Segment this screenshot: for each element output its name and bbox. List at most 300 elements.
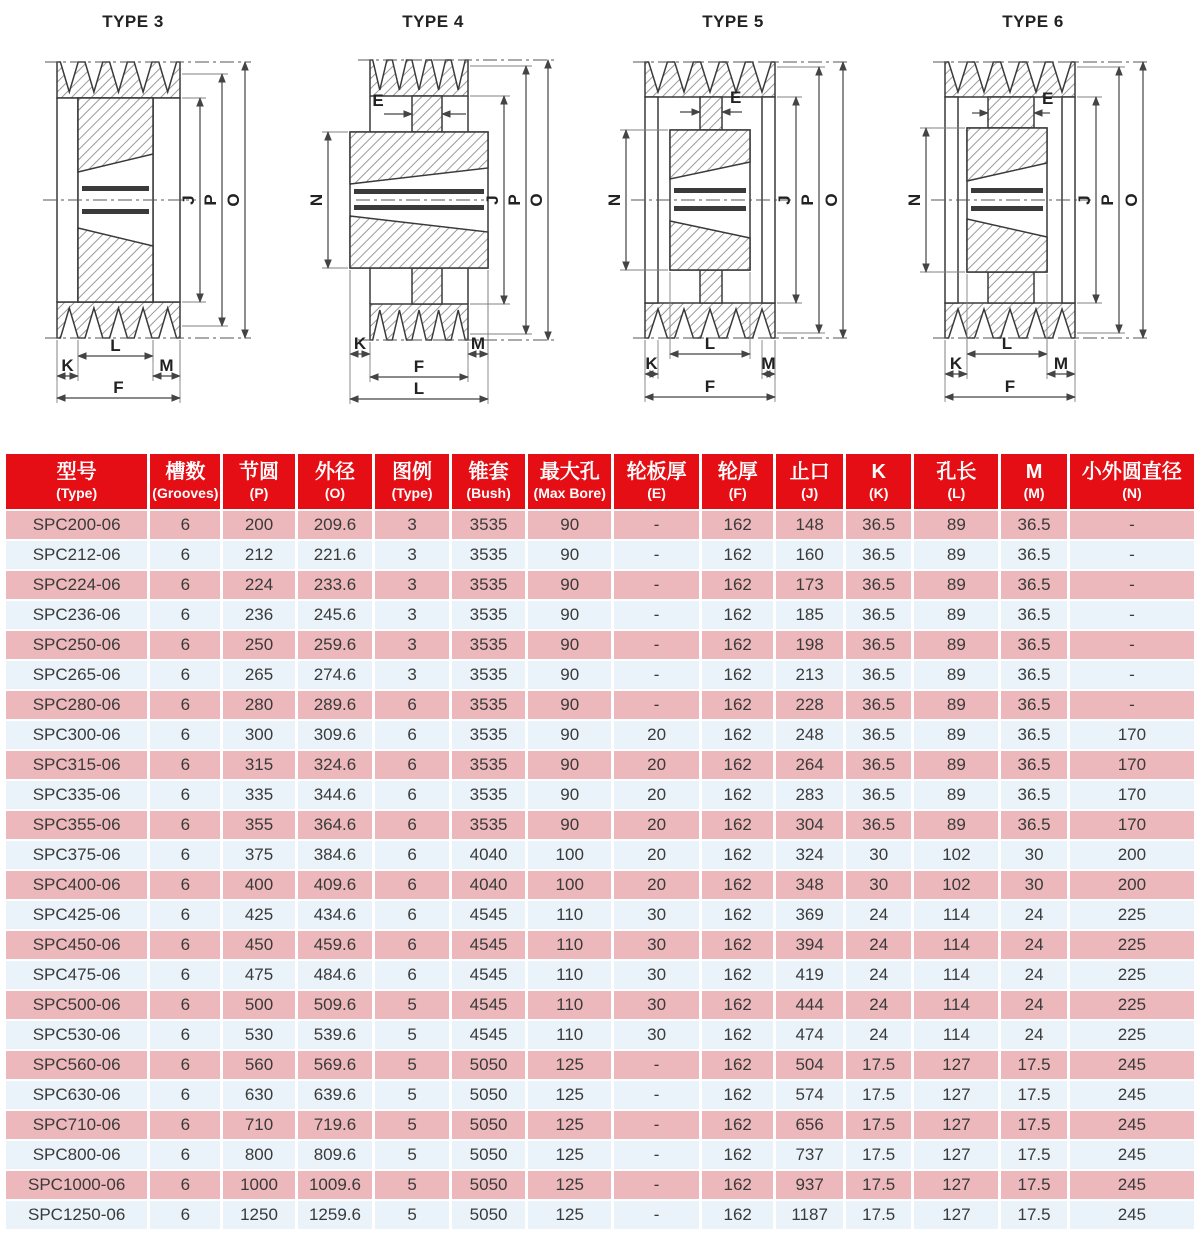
table-cell: 265	[223, 661, 294, 689]
dim-label-k: K	[61, 356, 74, 375]
table-cell: 36.5	[1001, 781, 1066, 809]
table-cell: -	[1070, 571, 1194, 599]
table-cell: 24	[1001, 1021, 1066, 1049]
column-header-cn: 最大孔	[539, 461, 600, 483]
table-cell: 89	[914, 721, 998, 749]
table-cell: 225	[1070, 931, 1194, 959]
table-cell: 90	[528, 691, 611, 719]
table-cell: 89	[914, 661, 998, 689]
column-header-en: (O)	[324, 485, 346, 501]
column-header-cn: 止口	[789, 461, 830, 483]
table-cell: 6	[375, 751, 449, 779]
table-cell: -	[614, 1111, 699, 1139]
table-cell: 36.5	[846, 721, 911, 749]
table-cell: SPC280-06	[6, 691, 147, 719]
table-cell: -	[614, 1201, 699, 1229]
table-cell: 162	[702, 901, 773, 929]
spec-table	[3, 452, 1197, 1231]
dim-label-j: J	[1075, 195, 1094, 205]
table-cell: SPC475-06	[6, 961, 147, 989]
table-cell: 185	[776, 601, 843, 629]
table-cell: 250	[223, 631, 294, 659]
column-header-en: (F)	[728, 485, 747, 501]
table-cell: 24	[846, 1021, 911, 1049]
table-cell: 5	[375, 1111, 449, 1139]
table-cell: 90	[528, 751, 611, 779]
table-cell: -	[614, 511, 699, 539]
table-cell: 17.5	[846, 1201, 911, 1229]
table-cell: 162	[702, 1171, 773, 1199]
table-row	[6, 811, 1194, 839]
table-cell: SPC1250-06	[6, 1201, 147, 1229]
table-cell: 304	[776, 811, 843, 839]
table-cell: 221.6	[298, 541, 373, 569]
table-cell: SPC1000-06	[6, 1171, 147, 1199]
table-cell: 6	[150, 841, 220, 869]
table-cell: 6	[150, 1171, 220, 1199]
table-cell: 170	[1070, 721, 1194, 749]
dim-label-p: P	[201, 194, 220, 206]
table-cell: -	[1070, 601, 1194, 629]
table-cell: 3535	[452, 601, 526, 629]
table-cell: 89	[914, 601, 998, 629]
pulley-cross-section	[600, 0, 900, 446]
column-header-cn: 锥套	[468, 461, 509, 483]
dim-label-m: M	[159, 356, 174, 375]
table-cell: 89	[914, 631, 998, 659]
table-cell: 375	[223, 841, 294, 869]
table-cell: 20	[614, 781, 699, 809]
table-cell: 162	[702, 991, 773, 1019]
dim-label-m: M	[761, 354, 776, 373]
table-cell: 574	[776, 1081, 843, 1109]
table-cell: 639.6	[298, 1081, 373, 1109]
column-header-en: (L)	[947, 485, 966, 501]
table-cell: 6	[150, 1021, 220, 1049]
table-cell: 225	[1070, 1021, 1194, 1049]
table-cell: 162	[702, 1111, 773, 1139]
table-cell: 6	[150, 961, 220, 989]
table-cell: 30	[614, 991, 699, 1019]
table-cell: 6	[375, 961, 449, 989]
table-cell: SPC530-06	[6, 1021, 147, 1049]
table-cell: 170	[1070, 811, 1194, 839]
table-cell: -	[1070, 541, 1194, 569]
dim-label-e: E	[1042, 89, 1054, 108]
table-cell: 394	[776, 931, 843, 959]
table-cell: 125	[528, 1201, 611, 1229]
table-cell: 225	[1070, 901, 1194, 929]
table-cell: SPC425-06	[6, 901, 147, 929]
table-cell: SPC400-06	[6, 871, 147, 899]
column-header	[6, 454, 147, 509]
table-row	[6, 571, 1194, 599]
dim-label-n: N	[605, 193, 624, 207]
table-cell: SPC450-06	[6, 931, 147, 959]
table-cell: 3535	[452, 721, 526, 749]
table-row	[6, 511, 1194, 539]
table-cell: 315	[223, 751, 294, 779]
table-cell: 170	[1070, 781, 1194, 809]
table-cell: SPC236-06	[6, 601, 147, 629]
dim-label-j: J	[775, 195, 794, 205]
column-header	[702, 454, 773, 509]
diagram-type-3	[0, 0, 300, 446]
diagram-title: TYPE 5	[702, 12, 764, 31]
table-cell: 30	[1001, 841, 1066, 869]
table-cell: 5050	[452, 1201, 526, 1229]
dim-label-e: E	[730, 88, 742, 107]
table-cell: 5050	[452, 1051, 526, 1079]
table-cell: 3535	[452, 661, 526, 689]
table-row	[6, 601, 1194, 629]
table-cell: 162	[702, 1141, 773, 1169]
table-cell: 17.5	[1001, 1201, 1066, 1229]
table-cell: 434.6	[298, 901, 373, 929]
table-cell: 1009.6	[298, 1171, 373, 1199]
dim-label-m: M	[1053, 354, 1069, 373]
table-cell: 500	[223, 991, 294, 1019]
dim-label-k: K	[353, 334, 367, 353]
column-header-cn: 轮板厚	[626, 461, 687, 483]
column-header-en: (J)	[801, 485, 819, 501]
table-cell: 409.6	[298, 871, 373, 899]
dim-label-l: L	[704, 334, 716, 353]
column-header-cn: K	[871, 461, 886, 483]
table-cell: 36.5	[846, 811, 911, 839]
table-cell: 1259.6	[298, 1201, 373, 1229]
table-cell: 24	[846, 901, 911, 929]
dim-label-f: F	[413, 357, 425, 376]
table-cell: 162	[702, 541, 773, 569]
table-cell: 89	[914, 691, 998, 719]
table-cell: 127	[914, 1051, 998, 1079]
column-header-en: (P)	[249, 485, 269, 501]
table-cell: 6	[375, 691, 449, 719]
dim-label-m: M	[470, 334, 486, 353]
table-cell: 36.5	[846, 541, 911, 569]
table-cell: 24	[846, 931, 911, 959]
table-cell: 737	[776, 1141, 843, 1169]
column-header-cn: 小外圆直径	[1081, 461, 1182, 483]
table-cell: 236	[223, 601, 294, 629]
table-row	[6, 541, 1194, 569]
table-cell: -	[614, 661, 699, 689]
table-cell: 17.5	[846, 1111, 911, 1139]
column-header	[614, 454, 699, 509]
table-cell: SPC375-06	[6, 841, 147, 869]
table-cell: 6	[375, 721, 449, 749]
pulley-cross-section	[0, 0, 300, 446]
table-cell: 6	[150, 1111, 220, 1139]
table-cell: 170	[1070, 751, 1194, 779]
table-cell: 125	[528, 1081, 611, 1109]
table-row	[6, 721, 1194, 749]
column-header-cn: M	[1025, 461, 1043, 483]
dim-label-e: E	[372, 91, 384, 110]
table-cell: 719.6	[298, 1111, 373, 1139]
table-cell: 24	[846, 961, 911, 989]
diagram-type-5	[600, 0, 900, 446]
table-cell: 1250	[223, 1201, 294, 1229]
table-cell: 504	[776, 1051, 843, 1079]
table-cell: 364.6	[298, 811, 373, 839]
table-cell: 36.5	[1001, 661, 1066, 689]
spec-table-body	[6, 511, 1194, 1229]
table-cell: 6	[375, 781, 449, 809]
column-header-cn: 轮厚	[717, 461, 758, 483]
table-cell: 24	[1001, 961, 1066, 989]
column-header	[150, 454, 220, 509]
table-cell: 17.5	[846, 1051, 911, 1079]
table-cell: 17.5	[1001, 1171, 1066, 1199]
table-cell: 344.6	[298, 781, 373, 809]
table-cell: SPC265-06	[6, 661, 147, 689]
dim-label-o: O	[1122, 193, 1141, 207]
table-cell: 173	[776, 571, 843, 599]
table-cell: 6	[150, 691, 220, 719]
table-cell: 89	[914, 571, 998, 599]
table-cell: -	[614, 1141, 699, 1169]
table-cell: SPC710-06	[6, 1111, 147, 1139]
table-cell: 89	[914, 781, 998, 809]
table-row	[6, 961, 1194, 989]
table-cell: 259.6	[298, 631, 373, 659]
table-cell: 24	[1001, 901, 1066, 929]
table-cell: 30	[846, 871, 911, 899]
table-cell: 36.5	[1001, 631, 1066, 659]
table-cell: 36.5	[846, 781, 911, 809]
table-cell: SPC630-06	[6, 1081, 147, 1109]
table-cell: 36.5	[846, 691, 911, 719]
table-cell: 6	[375, 841, 449, 869]
table-cell: 419	[776, 961, 843, 989]
table-cell: 450	[223, 931, 294, 959]
table-cell: 36.5	[1001, 811, 1066, 839]
column-header	[1070, 454, 1194, 509]
dim-label-p: P	[798, 194, 817, 206]
table-cell: 125	[528, 1111, 611, 1139]
table-cell: 324	[776, 841, 843, 869]
diagram-type-4	[300, 0, 600, 446]
table-cell: 5050	[452, 1081, 526, 1109]
table-cell: 17.5	[1001, 1081, 1066, 1109]
table-cell: 162	[702, 571, 773, 599]
dim-label-j: J	[483, 195, 502, 205]
table-cell: 4040	[452, 871, 526, 899]
table-cell: 17.5	[1001, 1051, 1066, 1079]
table-cell: 289.6	[298, 691, 373, 719]
table-cell: 6	[150, 901, 220, 929]
table-cell: 162	[702, 631, 773, 659]
column-header	[452, 454, 526, 509]
table-cell: 114	[914, 961, 998, 989]
table-cell: 162	[702, 1051, 773, 1079]
table-cell: 6	[375, 901, 449, 929]
column-header-cn: 图例	[392, 461, 433, 483]
table-cell: 162	[702, 811, 773, 839]
table-cell: 6	[150, 931, 220, 959]
table-cell: 274.6	[298, 661, 373, 689]
dim-label-o: O	[822, 193, 841, 207]
table-cell: 800	[223, 1141, 294, 1169]
table-cell: 162	[702, 1201, 773, 1229]
table-row	[6, 751, 1194, 779]
table-cell: 114	[914, 991, 998, 1019]
table-cell: 324.6	[298, 751, 373, 779]
table-cell: 6	[150, 541, 220, 569]
table-cell: SPC335-06	[6, 781, 147, 809]
table-cell: 110	[528, 961, 611, 989]
column-header-en: (Type)	[56, 485, 98, 501]
table-cell: 162	[702, 931, 773, 959]
table-cell: 245.6	[298, 601, 373, 629]
table-cell: 127	[914, 1141, 998, 1169]
column-header-en: (E)	[647, 485, 666, 501]
table-cell: 224	[223, 571, 294, 599]
column-header-en: (Bush)	[466, 485, 511, 501]
table-cell: 225	[1070, 991, 1194, 1019]
pulley-cross-section	[300, 0, 600, 446]
table-cell: 475	[223, 961, 294, 989]
table-cell: 24	[846, 991, 911, 1019]
table-cell: 5	[375, 1081, 449, 1109]
table-cell: 560	[223, 1051, 294, 1079]
table-row	[6, 1201, 1194, 1229]
table-cell: SPC212-06	[6, 541, 147, 569]
table-cell: 20	[614, 811, 699, 839]
table-cell: 6	[150, 781, 220, 809]
column-header	[375, 454, 449, 509]
table-cell: SPC200-06	[6, 511, 147, 539]
table-cell: 17.5	[1001, 1141, 1066, 1169]
table-cell: 484.6	[298, 961, 373, 989]
table-cell: 110	[528, 1021, 611, 1049]
table-cell: -	[614, 601, 699, 629]
table-cell: 127	[914, 1081, 998, 1109]
table-row	[6, 781, 1194, 809]
table-cell: 245	[1070, 1111, 1194, 1139]
table-cell: 102	[914, 841, 998, 869]
table-row	[6, 1111, 1194, 1139]
table-cell: 3	[375, 661, 449, 689]
table-cell: 6	[375, 931, 449, 959]
table-cell: 245	[1070, 1201, 1194, 1229]
table-cell: 200	[1070, 841, 1194, 869]
table-row	[6, 1141, 1194, 1169]
table-cell: SPC315-06	[6, 751, 147, 779]
table-cell: 162	[702, 871, 773, 899]
dim-label-n: N	[905, 193, 924, 207]
diagrams-row	[0, 0, 1200, 446]
table-cell: 127	[914, 1111, 998, 1139]
spec-table-section	[3, 452, 1197, 1231]
table-cell: 20	[614, 751, 699, 779]
table-cell: 245	[1070, 1051, 1194, 1079]
column-header-en: (Grooves)	[152, 485, 219, 501]
table-cell: 6	[150, 1141, 220, 1169]
table-cell: -	[614, 1081, 699, 1109]
table-cell: 36.5	[1001, 571, 1066, 599]
table-cell: 3535	[452, 571, 526, 599]
dim-label-n: N	[307, 193, 326, 207]
column-header-en: (M)	[1023, 485, 1045, 501]
table-cell: 474	[776, 1021, 843, 1049]
table-cell: 509.6	[298, 991, 373, 1019]
table-cell: 6	[150, 721, 220, 749]
table-cell: 36.5	[1001, 691, 1066, 719]
dim-label-p: P	[1098, 194, 1117, 206]
table-cell: -	[614, 571, 699, 599]
table-cell: 162	[702, 961, 773, 989]
table-cell: 348	[776, 871, 843, 899]
table-cell: 36.5	[846, 601, 911, 629]
table-cell: SPC500-06	[6, 991, 147, 1019]
table-cell: 3535	[452, 751, 526, 779]
table-row	[6, 901, 1194, 929]
table-cell: 162	[702, 751, 773, 779]
column-header-cn: 槽数	[165, 461, 206, 483]
table-cell: 6	[150, 661, 220, 689]
table-cell: 6	[150, 631, 220, 659]
table-cell: 3535	[452, 631, 526, 659]
table-row	[6, 691, 1194, 719]
table-cell: 90	[528, 661, 611, 689]
diagram-title: TYPE 4	[402, 12, 464, 31]
table-row	[6, 631, 1194, 659]
column-header	[914, 454, 998, 509]
table-cell: 6	[150, 871, 220, 899]
table-cell: 90	[528, 811, 611, 839]
table-cell: 36.5	[846, 751, 911, 779]
table-cell: 209.6	[298, 511, 373, 539]
table-row	[6, 931, 1194, 959]
column-header	[298, 454, 373, 509]
dim-label-o: O	[224, 193, 243, 207]
table-cell: 233.6	[298, 571, 373, 599]
table-cell: 162	[702, 1081, 773, 1109]
table-cell: 36.5	[846, 661, 911, 689]
table-cell: 5	[375, 1201, 449, 1229]
table-cell: 5050	[452, 1141, 526, 1169]
table-cell: 90	[528, 721, 611, 749]
table-cell: 114	[914, 1021, 998, 1049]
table-cell: 228	[776, 691, 843, 719]
table-cell: 245	[1070, 1141, 1194, 1169]
table-cell: 148	[776, 511, 843, 539]
table-cell: 127	[914, 1171, 998, 1199]
table-cell: 36.5	[1001, 541, 1066, 569]
table-cell: 212	[223, 541, 294, 569]
table-cell: 3	[375, 601, 449, 629]
table-cell: 6	[150, 991, 220, 1019]
table-cell: 710	[223, 1111, 294, 1139]
table-cell: 300	[223, 721, 294, 749]
table-cell: 6	[150, 1081, 220, 1109]
table-cell: 200	[1070, 871, 1194, 899]
table-cell: 160	[776, 541, 843, 569]
table-cell: 225	[1070, 961, 1194, 989]
dim-label-j: J	[179, 195, 198, 205]
table-cell: 125	[528, 1051, 611, 1079]
column-header-en: (K)	[868, 485, 889, 501]
table-cell: 937	[776, 1171, 843, 1199]
table-cell: 213	[776, 661, 843, 689]
dim-label-f: F	[704, 377, 716, 396]
diagram-title: TYPE 3	[102, 12, 164, 31]
table-cell: 24	[1001, 991, 1066, 1019]
table-cell: 102	[914, 871, 998, 899]
